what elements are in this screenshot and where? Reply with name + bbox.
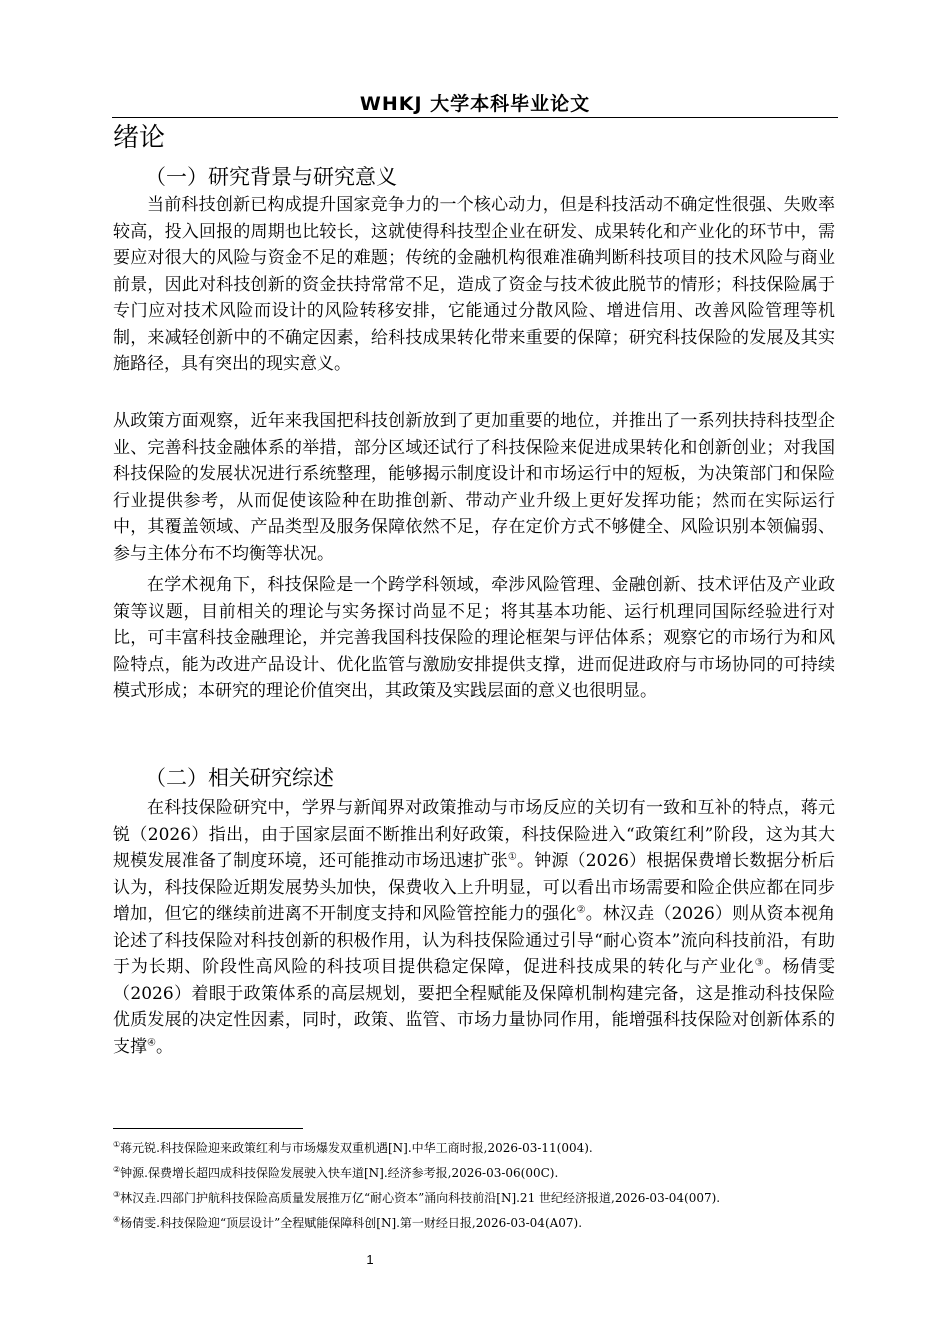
review-text-1: 在科技保险研究中，学界与新闻界对政策推动与市场反应的关切有一致和互补的特点，蒋元锐（2026）指出，由于国家层面不断推出利好政策，科技保险进入“政策红利”阶段，这为其大规模发展准备了制度环境，还可能推动市场迅速扩张: [113, 798, 835, 871]
footnote-1: [113, 1136, 853, 1161]
footnote-ref-2[interactable]: ②: [576, 904, 586, 916]
review-text-3: 。林汉垚（2026）则从资本视角论述了科技保险对科技创新的积极作用，认为科技保险通过引导“耐心资本”流向科技前沿，有助于为长期、阶段性高风险的科技项目提供稳定保障，促进科技成果的转化与产业化: [113, 904, 836, 977]
paragraph-policy: 从政策方面观察，近年来我国把科技创新放到了更加重要的地位，并推出了一系列扶持科技型企业、完善科技金融体系的举措，部分区域还试行了科技保险来促进成果转化和创新创业；对我国科技保险的发展状况进行系统整理，能够揭示制度设计和市场运行中的短板，为决策部门和保险行业提供参考，从而促使该险种在助推创新、带动产业升级上更好发挥功能；然而在实际运行中，其覆盖领域、产品类型及服务保障依然不足，存在定价方式不够健全、风险识别本领偏弱、参与主体分布不均衡等状况。: [113, 411, 835, 564]
footnote-mark-2: ②: [113, 1165, 121, 1174]
footnote-mark-3: ③: [113, 1190, 121, 1199]
review-text-2: 。钟源（2026）根据保费增长数据分析后认为，科技保险近期发展势头加快，保费收入上升明显，可以看出市场需要和险企供应都在同步增加，但它的继续前进离不开制度支持和风险管控能力的强化: [113, 851, 836, 924]
review-text-5: 。: [155, 1036, 173, 1057]
running-header: WHKJ 大学本科毕业论文: [359, 93, 591, 115]
footnote-2: [113, 1161, 853, 1186]
paragraph-review: [113, 795, 835, 1060]
chapter-title: 绪论: [113, 123, 166, 153]
paragraph-academic: 在学术视角下，科技保险是一个跨学科领域，牵涉风险管理、金融创新、技术评估及产业政策等议题，目前相关的理论与实务探讨尚显不足；将其基本功能、运行机理同国际经验进行对比，可丰富科技金融理论，并完善我国科技保险的理论框架与评估体系；观察它的市场行为和风险特点，能为改进产品设计、优化监管与激励安排提供支撑，进而促进政府与市场协同的可持续模式形成；本研究的理论价值突出，其政策及实践层面的意义也很明显。: [113, 575, 835, 701]
section-title-review: （二）相关研究综述: [145, 766, 334, 790]
footnote-text-3: 林汉垚.四部门护航科技保险高质量发展推万亿“耐心资本”涌向科技前沿[N].21 世纪经济报道,2026-03-04(007).: [120, 1191, 721, 1205]
footnote-ref-3[interactable]: ③: [754, 957, 765, 969]
footnote-4: [113, 1211, 853, 1236]
footnote-text-4: 杨倩雯.科技保险迎“顶层设计”全程赋能保障科创[N].第一财经日报,2026-03-04(A07).: [120, 1216, 583, 1230]
page-number: 1: [366, 1252, 374, 1267]
footnote-3: [113, 1186, 853, 1211]
footnote-mark-4: ④: [113, 1215, 121, 1224]
footnotes: [113, 1136, 853, 1236]
footnote-mark-1: ①: [113, 1140, 121, 1149]
footnote-separator: [113, 1128, 303, 1129]
footnote-text-2: 钟源.保费增长超四成科技保险发展驶入快车道[N].经济参考报,2026-03-06(00C).: [120, 1166, 559, 1180]
footnote-ref-1[interactable]: ①: [507, 851, 518, 863]
review-text-4: 。杨倩雯（2026）着眼于政策体系的高层规划，要把全程赋能及保障机制构建完备，这是推动科技保险优质发展的决定性因素，同时，政策、监管、市场力量协同作用，能增强科技保险对创新体系的支撑: [113, 957, 836, 1057]
section-title-background: （一）研究背景与研究意义: [145, 165, 397, 189]
header-rule: [112, 117, 838, 118]
footnote-ref-4[interactable]: ④: [147, 1036, 156, 1048]
footnote-text-1: 蒋元锐.科技保险迎来政策红利与市场爆发双重机遇[N].中华工商时报,2026-03-11(004).: [120, 1141, 593, 1155]
paragraph-background: 当前科技创新已构成提升国家竞争力的一个核心动力，但是科技活动不确定性很强、失败率较高，投入回报的周期也比较长，这就使得科技型企业在研发、成果转化和产业化的环节中，需要应对很大的风险与资金不足的难题；传统的金融机构很难准确判断科技项目的技术风险与商业前景，因此对科技创新的资金扶持常常不足，造成了资金与技术彼此脱节的情形；科技保险属于专门应对技术风险而设计的风险转移安排，它能通过分散风险、增进信用、改善风险管理等机制，来减轻创新中的不确定因素，给科技成果转化带来重要的保障；研究科技保险的发展及其实施路径，具有突出的现实意义。: [113, 195, 835, 374]
